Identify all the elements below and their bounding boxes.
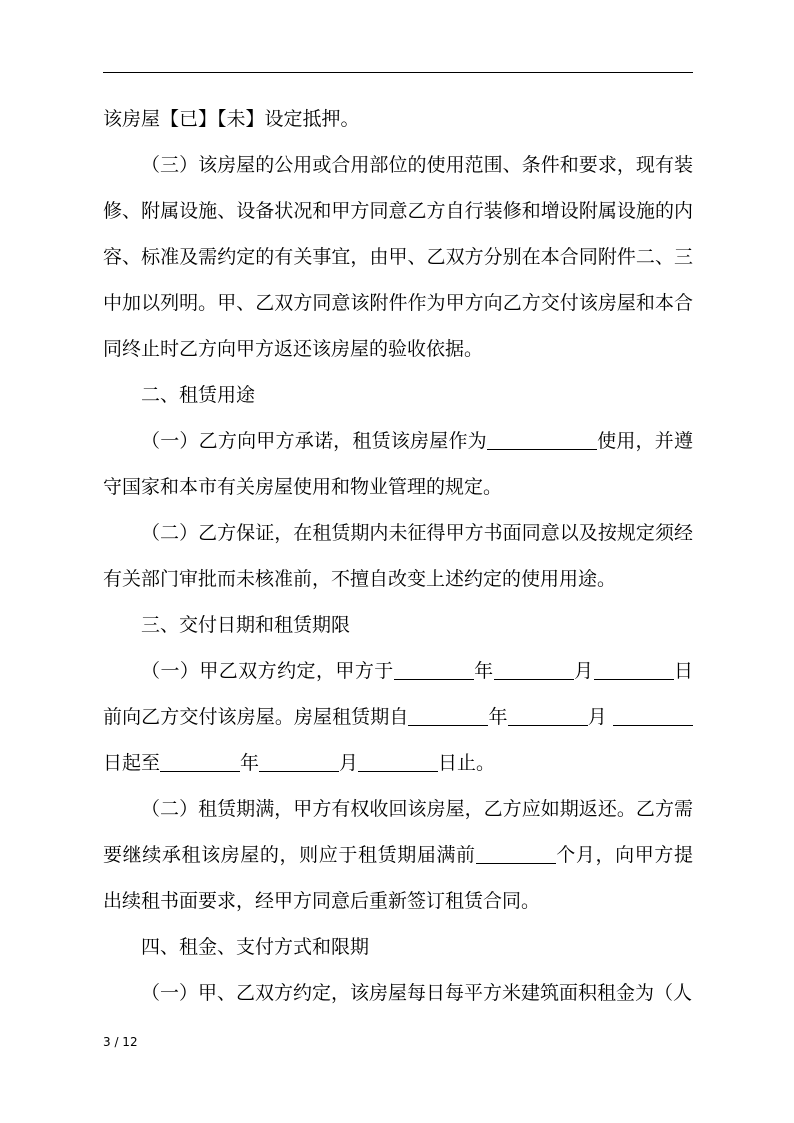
paragraph-lease-expiry bbox=[103, 786, 693, 924]
text-segment: 年 bbox=[240, 752, 260, 774]
text-segment: 日起至 bbox=[103, 752, 161, 774]
document-body bbox=[103, 96, 693, 1016]
blank-delivery-day[interactable] bbox=[594, 659, 674, 680]
blank-delivery-year[interactable] bbox=[394, 659, 474, 680]
text-segment: 月 bbox=[573, 660, 594, 682]
header-rule bbox=[103, 72, 693, 73]
paragraph-mortgage-status: 该房屋【已】【未】设定抵押。 bbox=[103, 108, 360, 130]
section-heading-delivery: 三、交付日期和租赁期限 bbox=[141, 614, 351, 636]
blank-start-month[interactable] bbox=[508, 705, 588, 726]
blank-start-year[interactable] bbox=[408, 705, 488, 726]
blank-delivery-month[interactable] bbox=[494, 659, 574, 680]
text-segment: 月 bbox=[339, 752, 359, 774]
section-heading-usage: 二、租赁用途 bbox=[141, 384, 256, 406]
text-segment: 日前向乙方交付该房屋。房屋租赁期自 bbox=[103, 660, 693, 728]
paragraph-delivery-date bbox=[103, 648, 693, 786]
text-segment: 年 bbox=[473, 660, 494, 682]
text-segment: （一）甲乙双方约定，甲方于 bbox=[141, 660, 394, 682]
text-segment: （二）租赁期满，甲方有权收回该房屋，乙方应如期返还。乙方需要继续承租该房屋的，则应于租赁期届满前 bbox=[103, 798, 693, 866]
paragraph-rent-amount: （一）甲、乙双方约定，该房屋每日每平方米建筑面积租金为（人 bbox=[141, 982, 693, 1004]
text-segment: 月 bbox=[587, 706, 607, 728]
blank-usage-purpose[interactable] bbox=[487, 429, 597, 450]
page-number: 3 / 12 bbox=[103, 1035, 138, 1049]
text-segment: （一）乙方向甲方承诺，租赁该房屋作为 bbox=[141, 430, 487, 452]
blank-end-year[interactable] bbox=[160, 751, 240, 772]
blank-end-day[interactable] bbox=[358, 751, 438, 772]
blank-end-month[interactable] bbox=[259, 751, 339, 772]
text-segment: 年 bbox=[488, 706, 508, 728]
paragraph-usage-commitment bbox=[103, 418, 693, 510]
section-heading-rent: 四、租金、支付方式和限期 bbox=[141, 936, 370, 958]
paragraph-common-areas: （三）该房屋的公用或合用部位的使用范围、条件和要求，现有装修、附属设施、设备状况和甲方同意乙方自行装修和增设附属设施的内容、标准及需约定的有关事宜，由甲、乙双方分别在本合同附件二、三中加以列明。甲、乙双方同意该附件作为甲方向乙方交付该房屋和本合同终止时乙方向甲方返还该房屋的验收依据。 bbox=[103, 154, 693, 360]
blank-renewal-months[interactable] bbox=[476, 843, 556, 864]
text-segment: 个月，向甲方提出续租书面要求，经甲方同意后重新签订租赁合同。 bbox=[103, 844, 693, 912]
text-segment: 使用，并遵守国家和本市有关房屋使用和物业管理的规定。 bbox=[103, 430, 693, 498]
text-segment: 日止。 bbox=[438, 752, 496, 774]
blank-start-day[interactable] bbox=[613, 705, 693, 726]
paragraph-usage-guarantee: （二）乙方保证，在租赁期内未征得甲方书面同意以及按规定须经有关部门审批而未核准前，不擅自改变上述约定的使用用途。 bbox=[103, 522, 693, 590]
